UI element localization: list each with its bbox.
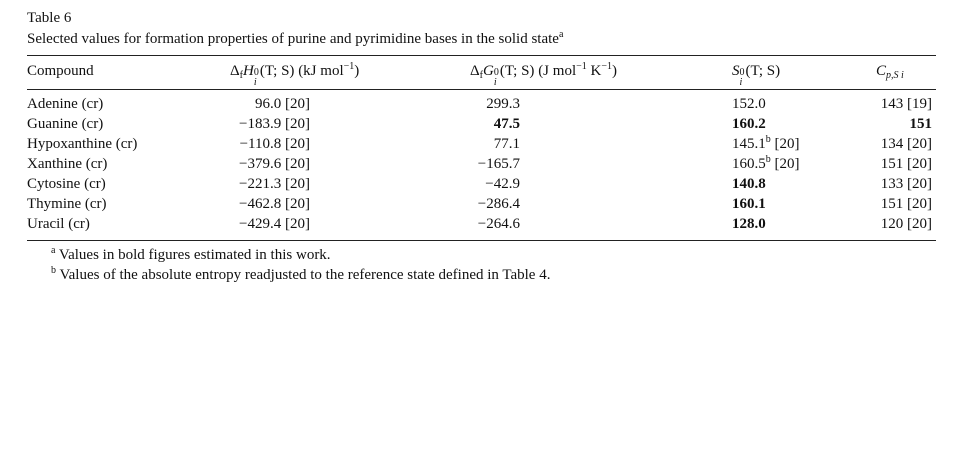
cell-entropy — [732, 96, 766, 113]
entropy-value: 160.1 — [732, 196, 766, 212]
cell-heat-capacity: 134 [20] — [880, 136, 932, 152]
cell-entropy — [732, 136, 800, 153]
cell-gibbs: 299.3 — [486, 96, 520, 112]
cell-compound: Hypoxanthine (cr) — [27, 136, 138, 152]
table-bottom-rule — [27, 240, 936, 241]
cell-compound: Adenine (cr) — [27, 96, 104, 112]
cell-entropy — [732, 116, 766, 133]
cell-gibbs: −42.9 — [485, 176, 520, 192]
cell-compound: Xanthine (cr) — [27, 156, 108, 172]
cell-heat-capacity: 133 [20] — [880, 176, 932, 192]
table-header-rule — [27, 89, 936, 90]
cell-entropy — [732, 216, 766, 233]
entropy-value: 140.8 — [732, 176, 766, 192]
cell-gibbs: 77.1 — [493, 136, 520, 152]
footnote-a: $^a$ Values in bold figures estimated in this work. — [51, 245, 331, 263]
table-title-text: Selected values for formation properties of purine and pyrimidine bases in the solid state — [27, 31, 559, 47]
cell-enthalpy: −429.4 [20] — [239, 216, 310, 232]
cell-compound: Uracil (cr) — [27, 216, 90, 232]
cell-heat-capacity: 120 [20] — [880, 216, 932, 232]
table-top-rule — [27, 55, 936, 56]
cell-compound: Guanine (cr) — [27, 116, 104, 132]
entropy-value: 160.5 — [732, 156, 766, 172]
entropy-footnote-mark: b — [765, 154, 771, 165]
cell-enthalpy: −379.6 [20] — [239, 156, 310, 172]
header-compound: Compound — [27, 63, 94, 79]
cell-enthalpy: −110.8 [20] — [239, 136, 310, 152]
cell-entropy — [732, 156, 800, 173]
entropy-value: 152.0 — [732, 96, 766, 112]
cell-compound: Thymine (cr) — [27, 196, 107, 212]
cell-enthalpy: −183.9 [20] — [239, 116, 310, 132]
header-enthalpy: $\Delta_fH$ 0 i (T; S) (kJ mol$^{-1}$) — [230, 61, 360, 88]
cell-compound: Cytosine (cr) — [27, 176, 106, 192]
entropy-value: 145.1 — [732, 136, 766, 152]
cell-enthalpy: 96.0 [20] — [255, 96, 310, 112]
cell-heat-capacity: 151 [20] — [880, 196, 932, 212]
entropy-value: 160.2 — [732, 116, 766, 132]
cell-heat-capacity: 151 — [909, 116, 932, 132]
cell-heat-capacity: 151 [20] — [880, 156, 932, 172]
cell-enthalpy: −462.8 [20] — [239, 196, 310, 212]
cell-gibbs: −286.4 — [477, 196, 520, 212]
entropy-footnote-mark: b — [765, 134, 771, 145]
cell-entropy — [732, 176, 766, 193]
entropy-reference: [20] — [770, 136, 800, 152]
entropy-value: 128.0 — [732, 216, 766, 232]
cell-enthalpy: −221.3 [20] — [239, 176, 310, 192]
footnote-b: $^b$ Values of the absolute entropy readjusted to the reference state defined in Table 4. — [51, 265, 551, 283]
cell-entropy — [732, 196, 766, 213]
entropy-reference: [20] — [770, 156, 800, 172]
header-heat-capacity: $C_{p,S i}$ — [876, 63, 904, 81]
cell-gibbs: 47.5 — [493, 116, 520, 132]
header-gibbs: $\Delta_fG$ 0 i (T; S) (J mol$^{-1}$ $K^{-1}$) — [470, 61, 617, 88]
header-entropy: S 0 i (T; S) — [732, 63, 781, 88]
table-caption-number: Table 6 — [27, 10, 72, 26]
table-caption-title — [27, 31, 563, 48]
cell-gibbs: −165.7 — [477, 156, 520, 172]
cell-heat-capacity: 143 [19] — [880, 96, 932, 112]
cell-gibbs: −264.6 — [477, 216, 520, 232]
title-footnote-mark: a — [558, 29, 564, 40]
